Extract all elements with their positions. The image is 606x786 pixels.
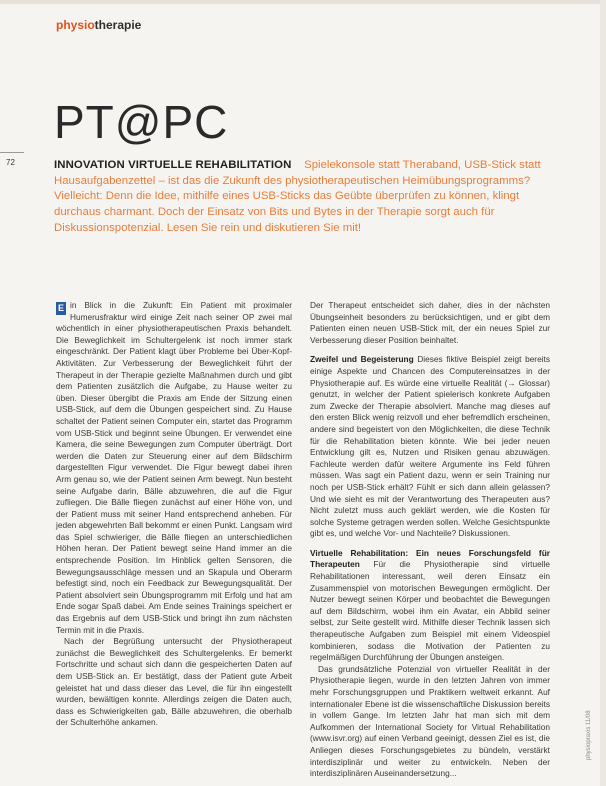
magazine-section-label (56, 18, 141, 32)
spacer (310, 346, 550, 354)
col2-paragraph-2: Dieses fiktive Beispiel zeigt bereits einige Aspekte und Chancen des Computereinsatzes in der Physiotherapie auf. Es würde eine virtuelle Realität (→ Glossar) genutzt, in welcher der Patient spielerisch konkrete Aufgaben zum Zwecke der Therapie absolviert. Manche mag dieses auf den ersten Blick wenig reizvoll und eher befremdlich erscheinen, andere sind begeistert von den Möglichkeiten, die diese Technik für die Rehabilitation bieten könnte. Wie bei jeder neuen Entwicklung gilt es, Nutzen und Risiken genau abzuwägen. Fachleute werden dafür weitere Argumente ins Feld führen müssen. Was sagt ein Patient dazu, wenn er sein Training nur noch per USB-Stick erhält? Fühlt er sich dann allein gelassen? Und wie sieht es mit der Verantwortung des Therapeuten aus? Nicht zuletzt muss auch geklärt werden, wie die Kosten für solche Systeme getragen werden sollen. Welche Gesichtspunkte gibt es, und welche Vor- und Nachteile? Diskussionen. (310, 354, 550, 539)
section-label-part1: physio (56, 18, 95, 32)
col1-paragraph-2: Nach der Begrüßung untersucht der Physiotherapeut zunächst die Beweglichkeit des Schultergelenks. Er bemerkt Fortschritte und schaut sich dann die gespeicherten Daten auf dem USB-Stick an. Er bestätigt, dass der Patient gute Arbeit geleistet hat und dass dieser das Level, die für ihn eingestellt wurden, bewältigen konnte. Allerdings zeigen die Daten auch, dass es Schwierigkeiten gab, Bälle abzuwehren, die oberhalb der Schulterhöhe ankamen. (56, 636, 292, 728)
article-lead (54, 158, 554, 237)
side-footer-text: physiopraxis 11/08 (586, 710, 592, 760)
lead-kicker: INNOVATION VIRTUELLE REHABILITATION (54, 159, 292, 171)
page-number-rule (0, 152, 24, 153)
col2-paragraph-1: Der Therapeut entscheidet sich daher, dies in der nächsten Übungseinheit besonders zu berücksichtigen, und er gibt dem Patienten einen neuen USB-Stick mit, der ein neues Spiel zur Verbesserung dieser Position beinhaltet. (310, 300, 550, 345)
lead-intro: Spielekonsole statt Theraband, USB-Stick statt Hausaufgabenzettel – ist das die Zukunft des physiotherapeutischen Heimübungsprogramms? Vielleicht: Denn die Idee, mithilfe eines USB-Sticks das Geübte überprüfen zu können, klingt durchaus charmant. Doch der Einsatz von Bits und Bytes in der Therapie sorgt auch für Diskussionspotenzial. Lesen Sie rein und diskutieren Sie mit! (54, 159, 541, 234)
section-label-part2: therapie (94, 18, 142, 32)
side-footer (586, 690, 596, 760)
col2-heading-2: Virtuelle Rehabilitation: Ein neues Forschungsfeld für Therapeuten (310, 547, 550, 570)
article-title: PT@PC (54, 96, 229, 148)
body-column-2 (310, 300, 550, 780)
page-edge (600, 0, 606, 786)
col2-heading-1: Zweifel und Begeisterung (310, 354, 414, 365)
top-edge (0, 0, 606, 4)
page-number: 72 (6, 158, 15, 167)
drop-cap: E (57, 303, 64, 313)
col2-paragraph-3: Für die Physiotherapie sind virtuelle Rehabilitationen interessant, weil deren Einsatz ein Zusammenspiel von motorischen Bewegungen ermöglicht. Der Nutzer bewegt seinen Körper und beobachtet die Bewegungen auf dem Bildschirm, wobei ihm ein Avatar, ein Abbild seiner selbst, zur Seite gestellt wird. Mithilfe dieser Technik lassen sich therapeutische Aufgaben zum Beispiel mit einem Videospiel kombinieren, sodass die Motivation der Patienten zu regelmäßigen Durchführung der Übungen ansteigen. (310, 559, 551, 663)
body-column-1 (56, 300, 292, 729)
col1-paragraph-1: in Blick in die Zukunft: Ein Patient mit proximaler Humerusfraktur wird einige Zeit nach seiner OP zwei mal wöchentlich in einer physiotherapeutischen Praxis behandelt. Die Beweglichkeit im Schultergelenk ist noch immer stark eingeschränkt. Der Patient klagt über Probleme bei Über-Kopf-Aktivitäten. Zur Verbesserung der Beweglichkeit führt der Therapeut in der Therapie gezielte Maßnahmen durch und gibt dem Patienten zusätzlich die Aufgabe, zu Hause weiter zu üben. Dieser übergibt die Praxis am Ende der Sitzung einen USB-Stick, auf dem die Übungen gespeichert sind. Zu Hause schaltet der Patient seinen Computer ein, startet das Programm vom USB-Stick und beginnt seine Übungen. Er verwendet eine Kamera, die seine Bewegungen zum Computer überträgt. Dort werden die Daten zur Steuerung einer auf dem Bildschirm dargestellten Figur verwendet. Die Figur bewegt dabei ihren Arm genau so, wie der Patient seinen Arm bewegt. Nun besteht seine Aufgabe darin, Bälle abzuwehren, die auf die Figur zufliegen. Die Bälle fliegen zunächst auf einer Höhe von, und der Patient muss mit seiner Hand entsprechend anheben. Für jeden abgewehrten Ball bekommt er einen Punkt. Langsam wird das Spiel schwieriger, die Bälle fliegen an unterschiedlichen Höhen heran. Der Patient bewegt seine Hand immer an die entsprechende Position. Im Hinblick gelten Sensoren, die Bewegungsausschläge messen und an Skapula und Oberarm befestigt sind, noch ein Feedback zur Bewegungsqualität. Der Patient absolviert sein Übungsprogramm mit Erfolg und hat am Ende sogar Spaß dabei. Am Ende seines Trainings speichert er das Ergebnis auf dem USB-Stick und bringt ihn zum nächsten Termin mit in die Praxis. (56, 300, 292, 635)
spacer (310, 540, 550, 548)
col2-paragraph-4: Das grundsätzliche Potenzial von virtueller Realität in der Physiotherapie liegen, wurde in den letzten Jahren von immer mehr Forschungsgruppen und Praktikern weltweit erkannt. Auf internationaler Ebene ist die wissenschaftliche Diskussion bereits in vollem Gange. Im letzten Jahr hat man sich mit dem Aufkommen der International Society for Virtual Rehabilitation (www.isvr.org) auf einen Verband geeinigt, dessen Ziel es ist, die Anliegen dieses Forschungsgebietes zu bündeln, verstärkt interdisziplinär und weiter zu entwickeln. Neben der interdisziplinären Auseinandersetzung... (310, 663, 550, 779)
